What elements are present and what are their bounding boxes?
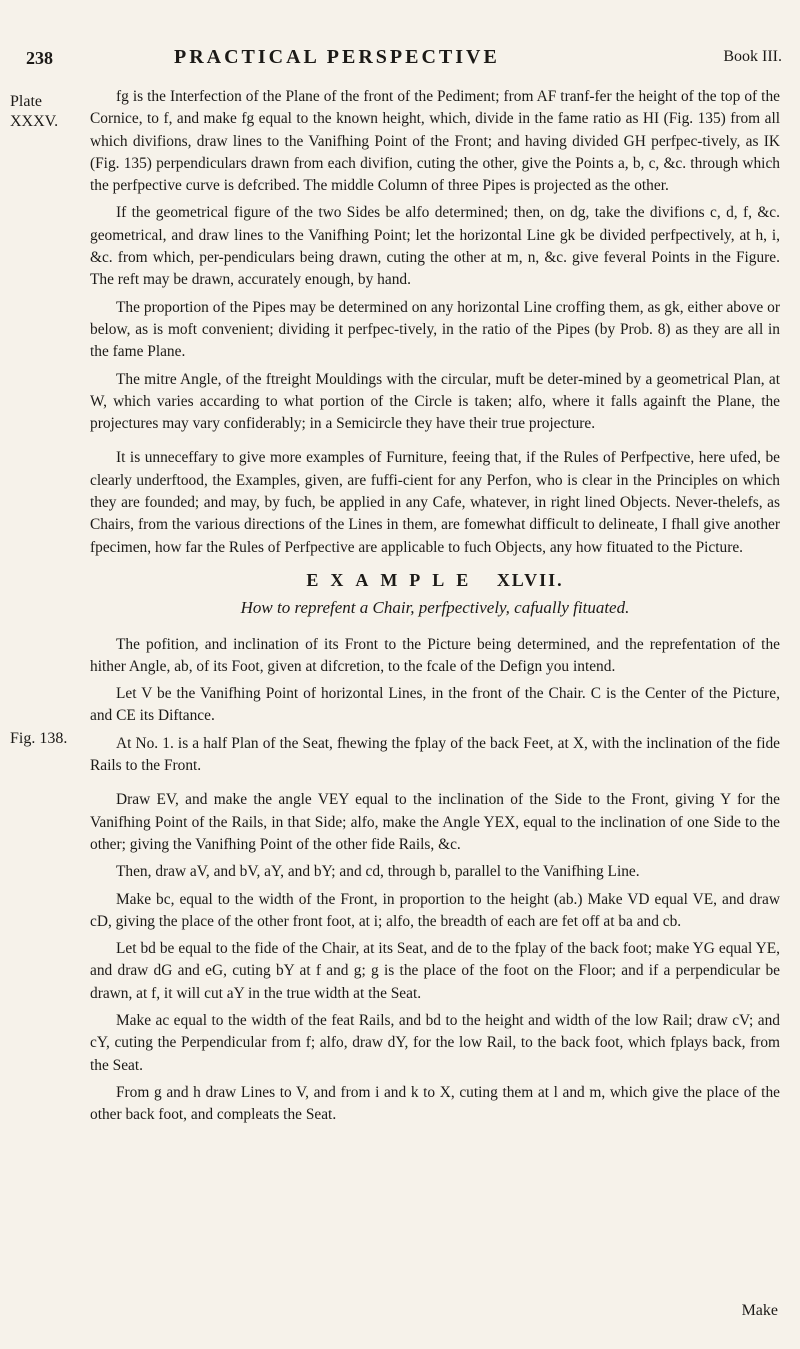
catchword: Make (741, 1302, 778, 1319)
page-number: 238 (26, 48, 53, 68)
margin-note-figure: Fig. 138. (10, 730, 68, 747)
example-label: EXAMPLE (306, 569, 481, 590)
paragraph: Then, draw aV, and bV, aY, and bY; and cd, through b, parallel to the Vanifhing Line. (116, 863, 640, 881)
page-header (0, 46, 800, 76)
margin-note-plate: Plate XXXV. (10, 93, 59, 130)
paragraph: It is unneceffary to give more examples of Furniture, feeing that, if the Rules of Perfpective, here ufed, be clearly underftood, the Examples, given, are fuffi-cient for any Perfon, who is clear in the Principles on which they are founded; and may, by fuch, be applied in any Cafe, whatever, in right lined Objects. Never-thelefs, as Chairs, from the various directions of the Lines in them, are fomewhat difficult to delineate, I fhall give another fpecimen, how far the Rules of Perfpective are applicable to fuch Objects, any how fituated to the Picture. (90, 449, 780, 556)
book-reference: Book III. (723, 48, 782, 65)
paragraph: If the geometrical figure of the two Sides be alfo determined; then, on dg, take the divifions c, d, f, &c. geometrical, and draw lines to the Vanifhing Point; let the horizontal Line gk be divided perfpectively, at h, i, &c. from which, per-pendiculars being drawn, cuting the other at m, n, &c. give feveral Points in the Figure. The reft may be drawn, accurately enough, by hand. (90, 204, 780, 289)
paragraph: The proportion of the Pipes may be determined on any horizontal Line croffing them, as gk, either above or below, as is moft convenient; dividing it perfpec-tively, in the ratio of the Pipes (by Prob. 8) as they are all in the fame Plane. (90, 298, 780, 361)
example-subtitle: How to reprefent a Chair, perfpectively, cafually fituated. (240, 598, 630, 618)
paragraph: Make bc, equal to the width of the Front, in proportion to the height (ab.) Make VD equal VE, and draw cD, giving the place of the other front foot, at i; alfo, the breadth of each are fet off at ba and cb. (90, 890, 780, 930)
paragraph: The pofition, and inclination of its Front to the Picture being determined, and the reprefentation of the hither Angle, ab, of its Foot, given at difcretion, to the fcale of the Defign you intend. (90, 635, 780, 675)
paragraph: The mitre Angle, of the ftreight Mouldings with the circular, muft be deter-mined by a geometrical Plan, at W, which varies accarding to what portion of the Circle is taken; alfo, where it falls againft the Plane, the projectures may vary confiderably; in a Semicircle they have their true projecture. (90, 370, 780, 433)
body-text (90, 86, 780, 1131)
example-heading (90, 569, 780, 591)
paragraph: From g and h draw Lines to V, and from i and k to X, cuting them at l and m, which give the place of the other back foot, and compleats the Seat. (90, 1083, 780, 1124)
paragraph: Let bd be equal to the fide of the Chair, at its Seat, and de to the fplay of the back foot; make YG equal YE, and draw dG and eG, cuting bY at f and g; g is the place of the foot on the Floor; and if a perpendicular be drawn, at f, it will cut aY in the true width at the Seat. (90, 940, 780, 1002)
paragraph: Draw EV, and make the angle VEY equal to the inclination of the Side to the Front, giving Y for the Vanifhing Point of the Rails, in that Side; alfo, make the Angle YEX, equal to the inclination of one Side to the other; giving the Vanifhing Point of the other fide Rails, &c. (90, 791, 780, 853)
running-title: PRACTICAL PERSPECTIVE (174, 46, 500, 68)
paragraph: At No. 1. is a half Plan of the Seat, fhewing the fplay of the back Feet, at X, with the inclination of the fide Rails to the Front. (90, 734, 780, 775)
paragraph: fg is the Interfection of the Plane of the front of the Pediment; from AF tranf-fer the height of the top of the Cornice, to f, and make fg equal to the known height, which, divide in the fame ratio as HI (Fig. 135) from all which divifions, draw lines to the Vanifhing Point of the Front; and having divided GH perfpec-tively, as IK (Fig. 135) perpendiculars drawn from each divifion, cuting the other, give the Points a, b, c, &c. through which the perfpective curve is defcribed. The middle Column of three Pipes is projected as the other. (90, 88, 780, 195)
paragraph: Make ac equal to the width of the feat Rails, and bd to the height and width of the low Rail; draw cV; and cY, cuting the Perpendicular from f; alfo, draw dY, for the low Rail, to the back foot, which fplays back, from the Seat. (90, 1011, 780, 1074)
paragraph: Let V be the Vanifhing Point of horizontal Lines, in the front of the Chair. C is the Center of the Picture, and CE its Diftance. (90, 685, 780, 725)
example-number: XLVII. (496, 569, 564, 590)
